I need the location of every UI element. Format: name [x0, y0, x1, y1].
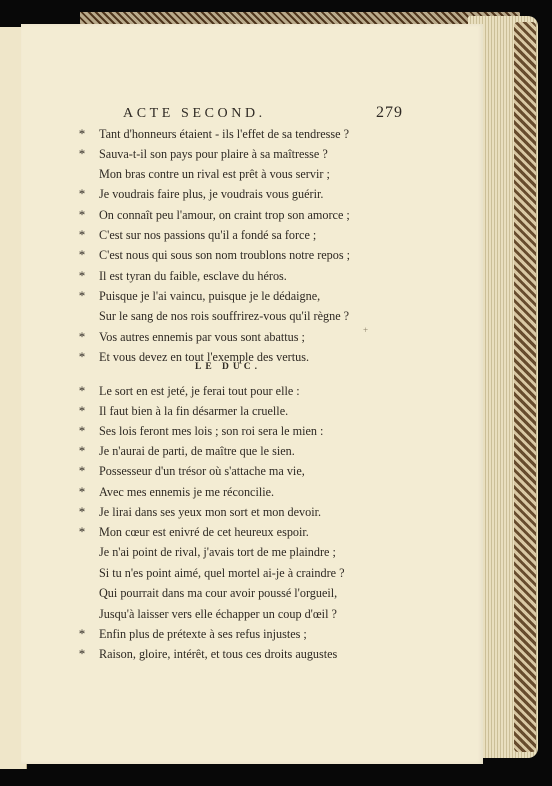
verse-text: Il faut bien à la fin désarmer la cruelle. — [99, 404, 289, 418]
verse-text: Sauva-t-il son pays pour plaire à sa maîtresse ? — [99, 147, 328, 161]
verse-text: Il est tyran du faible, esclave du héros. — [99, 269, 287, 283]
running-header — [123, 106, 403, 126]
asterisk-marker: * — [78, 423, 86, 438]
asterisk-marker: * — [78, 349, 86, 364]
verse-line — [75, 583, 465, 603]
asterisk-marker: * — [78, 227, 86, 242]
verse-line — [75, 482, 465, 502]
verse-text: C'est nous qui sous son nom troublons notre repos ; — [99, 248, 351, 262]
verse-line — [75, 441, 465, 461]
verse-text: Tant d'honneurs étaient - ils l'effet de sa tendresse ? — [99, 127, 350, 141]
verse-text: On connaît peu l'amour, on craint trop son amorce ; — [99, 208, 350, 222]
verse-line — [75, 327, 465, 347]
verse-text: C'est sur nos passions qu'il a fondé sa force ; — [99, 228, 317, 242]
verse-text: Le sort en est jeté, je ferai tout pour elle : — [99, 384, 300, 398]
verse-text: Si tu n'es point aimé, quel mortel ai-je à craindre ? — [99, 566, 345, 580]
verse-text: Avec mes ennemis je me réconcilie. — [99, 485, 275, 499]
verse-text: Je n'aurai de parti, de maître que le sien. — [99, 444, 295, 458]
verse-text: Puisque je l'ai vaincu, puisque je le dédaigne, — [99, 289, 321, 303]
verse-line — [75, 266, 465, 286]
verse-text: Raison, gloire, intérêt, et tous ces droits augustes — [99, 647, 338, 661]
verse-line — [75, 644, 465, 664]
verse-line — [75, 225, 465, 245]
asterisk-marker: * — [78, 207, 86, 222]
verse-text: Mon bras contre un rival est prêt à vous servir ; — [99, 167, 330, 181]
page-title: ACTE SECOND. — [123, 106, 266, 121]
verse-line — [75, 604, 465, 624]
verse-line — [75, 144, 465, 164]
verse-text: Sur le sang de nos rois souffrirez-vous qu'il règne ? — [99, 309, 350, 323]
verse-line — [75, 502, 465, 522]
verse-line — [75, 624, 465, 644]
asterisk-marker: * — [78, 186, 86, 201]
book-page — [21, 24, 483, 764]
verse-line — [75, 245, 465, 265]
verse-line — [75, 347, 465, 367]
verse-line — [75, 286, 465, 306]
verse-line — [75, 421, 465, 441]
verse-line — [75, 184, 465, 204]
verse-line — [75, 461, 465, 481]
verse-line — [75, 164, 465, 184]
asterisk-marker: * — [78, 484, 86, 499]
verse-text: Jusqu'à laisser vers elle échapper un coup d'œil ? — [99, 607, 337, 621]
asterisk-marker: * — [78, 383, 86, 398]
asterisk-marker: * — [78, 288, 86, 303]
verse-text: Je lirai dans ses yeux mon sort et mon devoir. — [99, 505, 322, 519]
page-number: 279 — [376, 104, 403, 121]
asterisk-marker: * — [78, 463, 86, 478]
verse-line — [75, 124, 465, 144]
asterisk-marker: * — [78, 646, 86, 661]
verse-line — [75, 401, 465, 421]
asterisk-marker: * — [78, 126, 86, 141]
verse-text: Vos autres ennemis par vous sont abattus ; — [99, 330, 305, 344]
verse-line — [75, 205, 465, 225]
margin-note: + — [363, 325, 369, 335]
verse-text: Je n'ai point de rival, j'avais tort de me plaindre ; — [99, 545, 336, 559]
asterisk-marker: * — [78, 403, 86, 418]
verse-line — [75, 381, 465, 401]
verse-line — [75, 542, 465, 562]
verse-text: Et vous devez en tout l'exemple des vertus. — [99, 350, 310, 364]
verse-line — [75, 563, 465, 583]
verse-text: Mon cœur est enivré de cet heureux espoir. — [99, 525, 309, 539]
asterisk-marker: * — [78, 329, 86, 344]
verse-line — [75, 522, 465, 542]
asterisk-marker: * — [78, 504, 86, 519]
verse-text: Enfin plus de prétexte à ses refus injustes ; — [99, 627, 307, 641]
asterisk-marker: * — [78, 268, 86, 283]
verse-line — [75, 306, 465, 326]
speaker-name: LE DUC. — [195, 362, 262, 372]
asterisk-marker: * — [78, 626, 86, 641]
asterisk-marker: * — [78, 443, 86, 458]
verse-text: Je voudrais faire plus, je voudrais vous guérir. — [99, 187, 324, 201]
verse-text: Ses lois feront mes lois ; son roi sera le mien : — [99, 424, 324, 438]
verse-text: Qui pourrait dans ma cour avoir poussé l'orgueil, — [99, 586, 338, 600]
page-content — [21, 24, 483, 764]
book-spine-pattern — [514, 22, 536, 752]
asterisk-marker: * — [78, 524, 86, 539]
asterisk-marker: * — [78, 247, 86, 262]
verse-text: Possesseur d'un trésor où s'attache ma vie, — [99, 464, 305, 478]
asterisk-marker: * — [78, 146, 86, 161]
